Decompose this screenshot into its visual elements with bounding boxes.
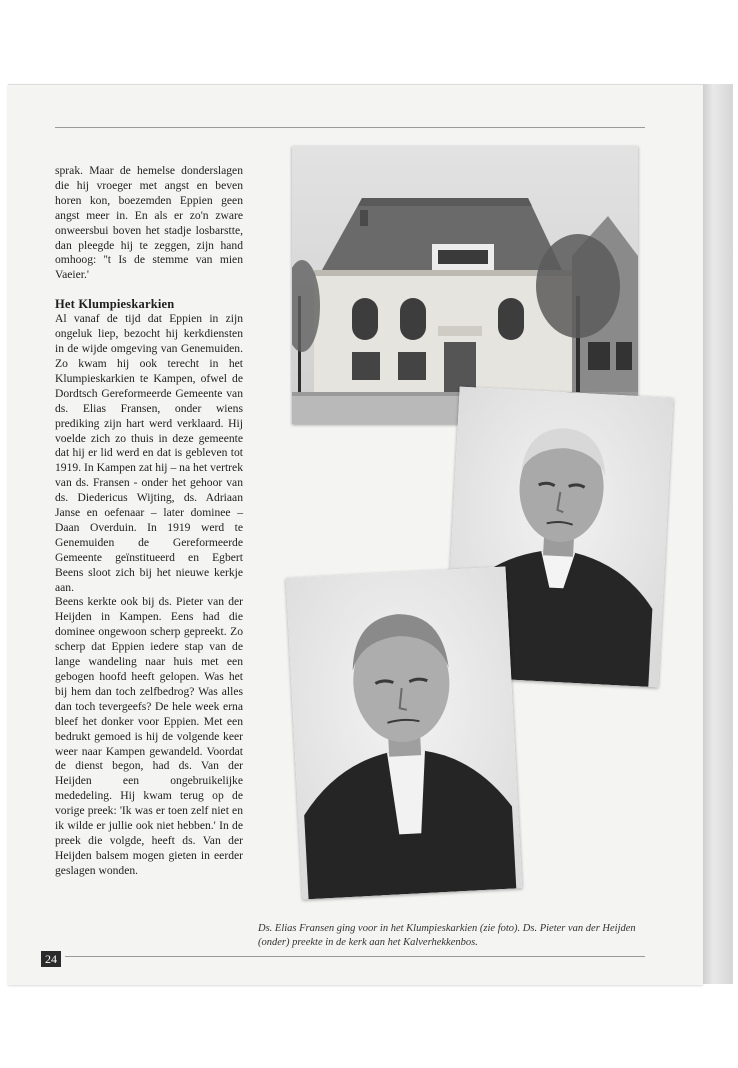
portrait-pieter-van-der-heijden [286,566,523,899]
photo-caption: Ds. Elias Fransen ging voor in het Klumpieskarkien (zie foto). Ds. Pieter van der Heijden (onder) preekte in de kerk aan het Kalverhekkenbos. [258,923,636,948]
article-paragraph-intro: sprak. Maar de hemelse donderslagen die hij vroeger met angst en beven horen kon, boezemden Eppien geen angst meer in. En als er zo'n zware onweersbui boven het stadje losbarstte, dan pleegde hij te zeggen, zijn hand omhoog: ''t Is de stemme van mien Vaeier.' [55,164,243,282]
bottom-rule [65,956,645,957]
church-photo [292,146,638,424]
article-column [55,164,243,879]
section-heading: Het Klumpieskarkien [55,297,175,312]
article-paragraph-2: Beens kerkte ook bij ds. Pieter van der Heijden in Kampen. Eens had die dominee ongewoon scherp gepreekt. Zo scherp dat Eppien iedere stap van de lange wandeling naar huis met een gebogen hoofd heeft gelopen. Was het bij hem dan toch zelfbedrog? Was alles dan toch tevergeefs? De hele week erna bleef het donker voor Eppien. Met een bedrukt gemoed is hij de volgende keer weer naar Kampen gewandeld. Voordat de dienst begon, had ds. Van der Heijden een ongebruikelijke mededeling. Hij kwam terug op de vorige preek: 'Ik was er toen zelf niet en ik wilde er jullie ook niet hebben.' In de preek die volgde, heeft ds. Van der Heijden balsem mogen gieten in eerder geslagen wonden. [55,595,243,877]
article-paragraph-1: Al vanaf de tijd dat Eppien in zijn ongeluk liep, bezocht hij kerkdiensten in de wijde omgeving van Genemuiden. Zo kwam hij ook terecht in het Klumpieskarkien te Kampen, ofwel de Dordtsch Gereformeerde Gemeente van ds. Elias Fransen, onder wiens prediking zijn hart werd verklaard. Hij voelde zich zo thuis in deze gemeente dat hij er lid werd en dat is gebleven tot 1919. In Kampen zat hij – na het vertrek van ds. Fransen - onder het gehoor van ds. Diedericus Wijting, ds. Adriaan Janse en oefenaar – later dominee – Daan Overduin. In 1919 werd te Genemuiden de Gereformeerde Gemeente geïnstitueerd en Egbert Beens sloot zich bij het nieuwe kerkje aan. [55,312,243,594]
church-photo-image [292,146,638,424]
page-number: 24 [41,951,61,967]
page-edge [703,84,733,984]
top-rule [55,127,645,128]
portrait-van-der-heijden-image [286,566,523,899]
